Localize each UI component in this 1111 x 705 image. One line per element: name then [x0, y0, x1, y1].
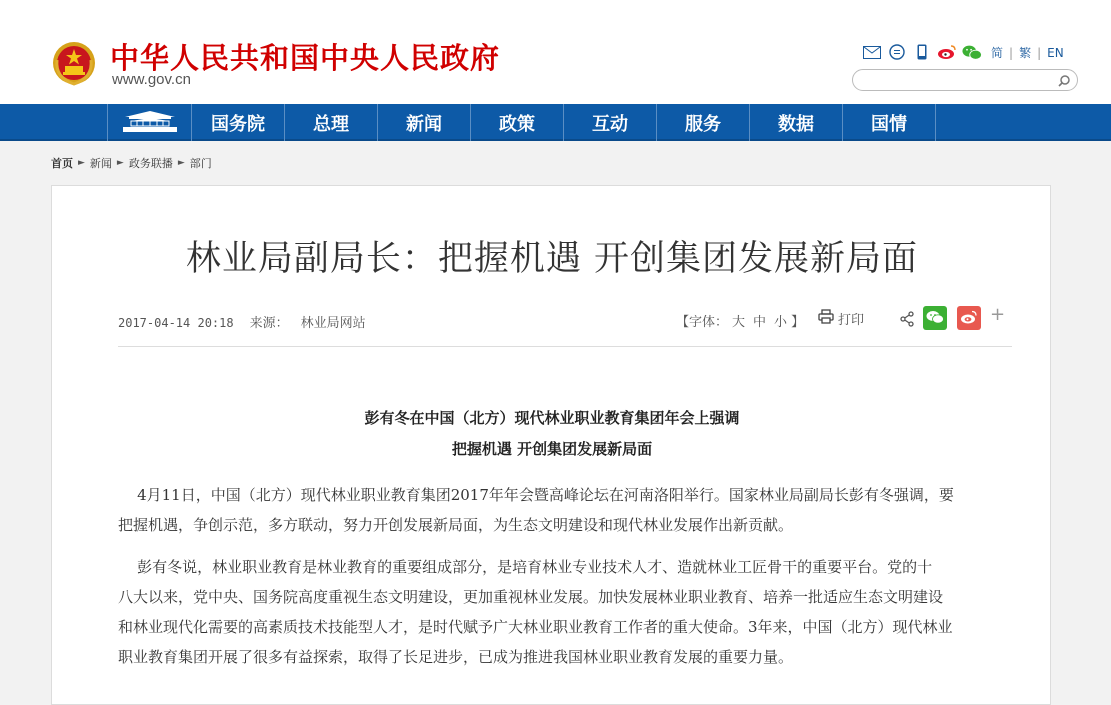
- national-emblem-icon[interactable]: [51, 38, 97, 88]
- top-tools: [862, 42, 1064, 62]
- nav-item-policy[interactable]: 政策: [471, 104, 564, 141]
- nav-item-interaction[interactable]: 互动: [564, 104, 657, 141]
- print-label: 打印: [838, 313, 865, 328]
- lang-separator: |: [1037, 45, 1042, 60]
- breadcrumb-government-affairs[interactable]: 政务联播: [128, 157, 173, 170]
- paragraph-line: 职业教育集团开展了很多有益探索，取得了长足进步，已成为推进我国林业职业教育发展的重要力量。: [118, 648, 794, 666]
- paragraph-line: 八大以来，党中央、国务院高度重视生态文明建设，更加重视林业发展。加快发展林业职业教育、培养一批适应生态文明建设: [118, 588, 944, 606]
- publish-date: 2017-04-14 20:18: [118, 316, 234, 330]
- nav-home[interactable]: [107, 104, 192, 141]
- weibo-icon: [960, 309, 978, 328]
- lang-simplified[interactable]: 简: [991, 45, 1004, 60]
- language-switch: [991, 44, 1064, 61]
- paragraph-line: 把握机遇，争创示范，多方联动，努力开创发展新局面，为生态文明建设和现代林业发展作出新贡献。: [118, 516, 794, 534]
- font-size-label: 【字体：: [676, 315, 729, 330]
- font-size-medium[interactable]: 中: [753, 315, 767, 330]
- nav-item-premier[interactable]: 总理: [285, 104, 378, 141]
- font-size-small[interactable]: 小: [774, 315, 788, 330]
- print-button[interactable]: [818, 309, 864, 328]
- breadcrumb-departments[interactable]: 部门: [189, 157, 212, 170]
- share-weibo-button[interactable]: [957, 306, 981, 330]
- breadcrumb-home[interactable]: 首页: [51, 157, 73, 170]
- wechat-icon[interactable]: [962, 43, 982, 61]
- font-size-large[interactable]: 大: [732, 315, 746, 330]
- message-icon[interactable]: [887, 43, 907, 61]
- paragraph-line: 彭有冬说，林业职业教育是林业教育的重要组成部分，是培育林业专业技术人才、造就林业工匠骨干的重要平台。党的十: [118, 558, 933, 576]
- breadcrumb-news[interactable]: 新闻: [89, 157, 112, 170]
- article-paragraph-1: [118, 480, 1012, 540]
- source-label: 来源：: [249, 316, 289, 331]
- search-icon[interactable]: [1057, 73, 1071, 87]
- breadcrumb: [51, 155, 212, 171]
- chevron-right-icon: ►: [116, 158, 124, 168]
- mobile-icon[interactable]: [912, 43, 932, 61]
- article-source: 林业局网站: [300, 316, 366, 331]
- lang-traditional[interactable]: 繁: [1019, 45, 1032, 60]
- article-meta: [118, 312, 366, 331]
- nav-item-data[interactable]: 数据: [750, 104, 843, 141]
- site-title[interactable]: 中华人民共和国中央人民政府: [110, 41, 501, 75]
- main-nav: [0, 104, 1111, 141]
- chevron-right-icon: ►: [177, 158, 185, 168]
- wechat-icon: [926, 309, 944, 328]
- lang-english[interactable]: EN: [1047, 45, 1064, 60]
- share-icon[interactable]: [899, 311, 915, 327]
- weibo-icon[interactable]: [937, 43, 957, 61]
- article-panel: [51, 185, 1051, 705]
- share-wechat-button[interactable]: [923, 306, 947, 330]
- meta-divider: [118, 346, 1012, 347]
- nav-item-state-council[interactable]: 国务院: [192, 104, 285, 141]
- printer-icon: [818, 309, 838, 328]
- nav-item-news[interactable]: 新闻: [378, 104, 471, 141]
- chevron-right-icon: ►: [78, 158, 85, 168]
- more-share-icon[interactable]: +: [990, 304, 1006, 325]
- nav-item-services[interactable]: 服务: [657, 104, 750, 141]
- paragraph-line: 4月11日，中国（北方）现代林业职业教育集团2017年年会暨高峰论坛在河南洛阳举行。国家林业局副局长彭有冬强调，要: [118, 486, 954, 504]
- site-header: [0, 0, 1111, 104]
- tiananmen-icon: [119, 109, 181, 137]
- font-size-label-close: 】: [791, 315, 805, 330]
- article-title: 林业局副局长：把握机遇 开创集团发展新局面: [185, 239, 919, 279]
- lang-separator: |: [1009, 45, 1014, 60]
- search-box: [852, 69, 1078, 91]
- article-subtitle-line2: 把握机遇 开创集团发展新局面: [451, 440, 653, 458]
- site-url[interactable]: www.gov.cn: [112, 71, 191, 88]
- nav-item-national-conditions[interactable]: 国情: [843, 104, 936, 141]
- search-input[interactable]: [863, 72, 1043, 88]
- font-size-control: [676, 311, 804, 330]
- paragraph-line: 和林业现代化需要的高素质技术技能型人才，是时代赋予广大林业职业教育工作者的重大使命。3年来，中国（北方）现代林业: [118, 618, 953, 636]
- article-subtitle-line1: 彭有冬在中国（北方）现代林业职业教育集团年会上强调: [364, 409, 740, 427]
- article-paragraph-2: [118, 552, 1012, 672]
- mail-icon[interactable]: [862, 43, 882, 61]
